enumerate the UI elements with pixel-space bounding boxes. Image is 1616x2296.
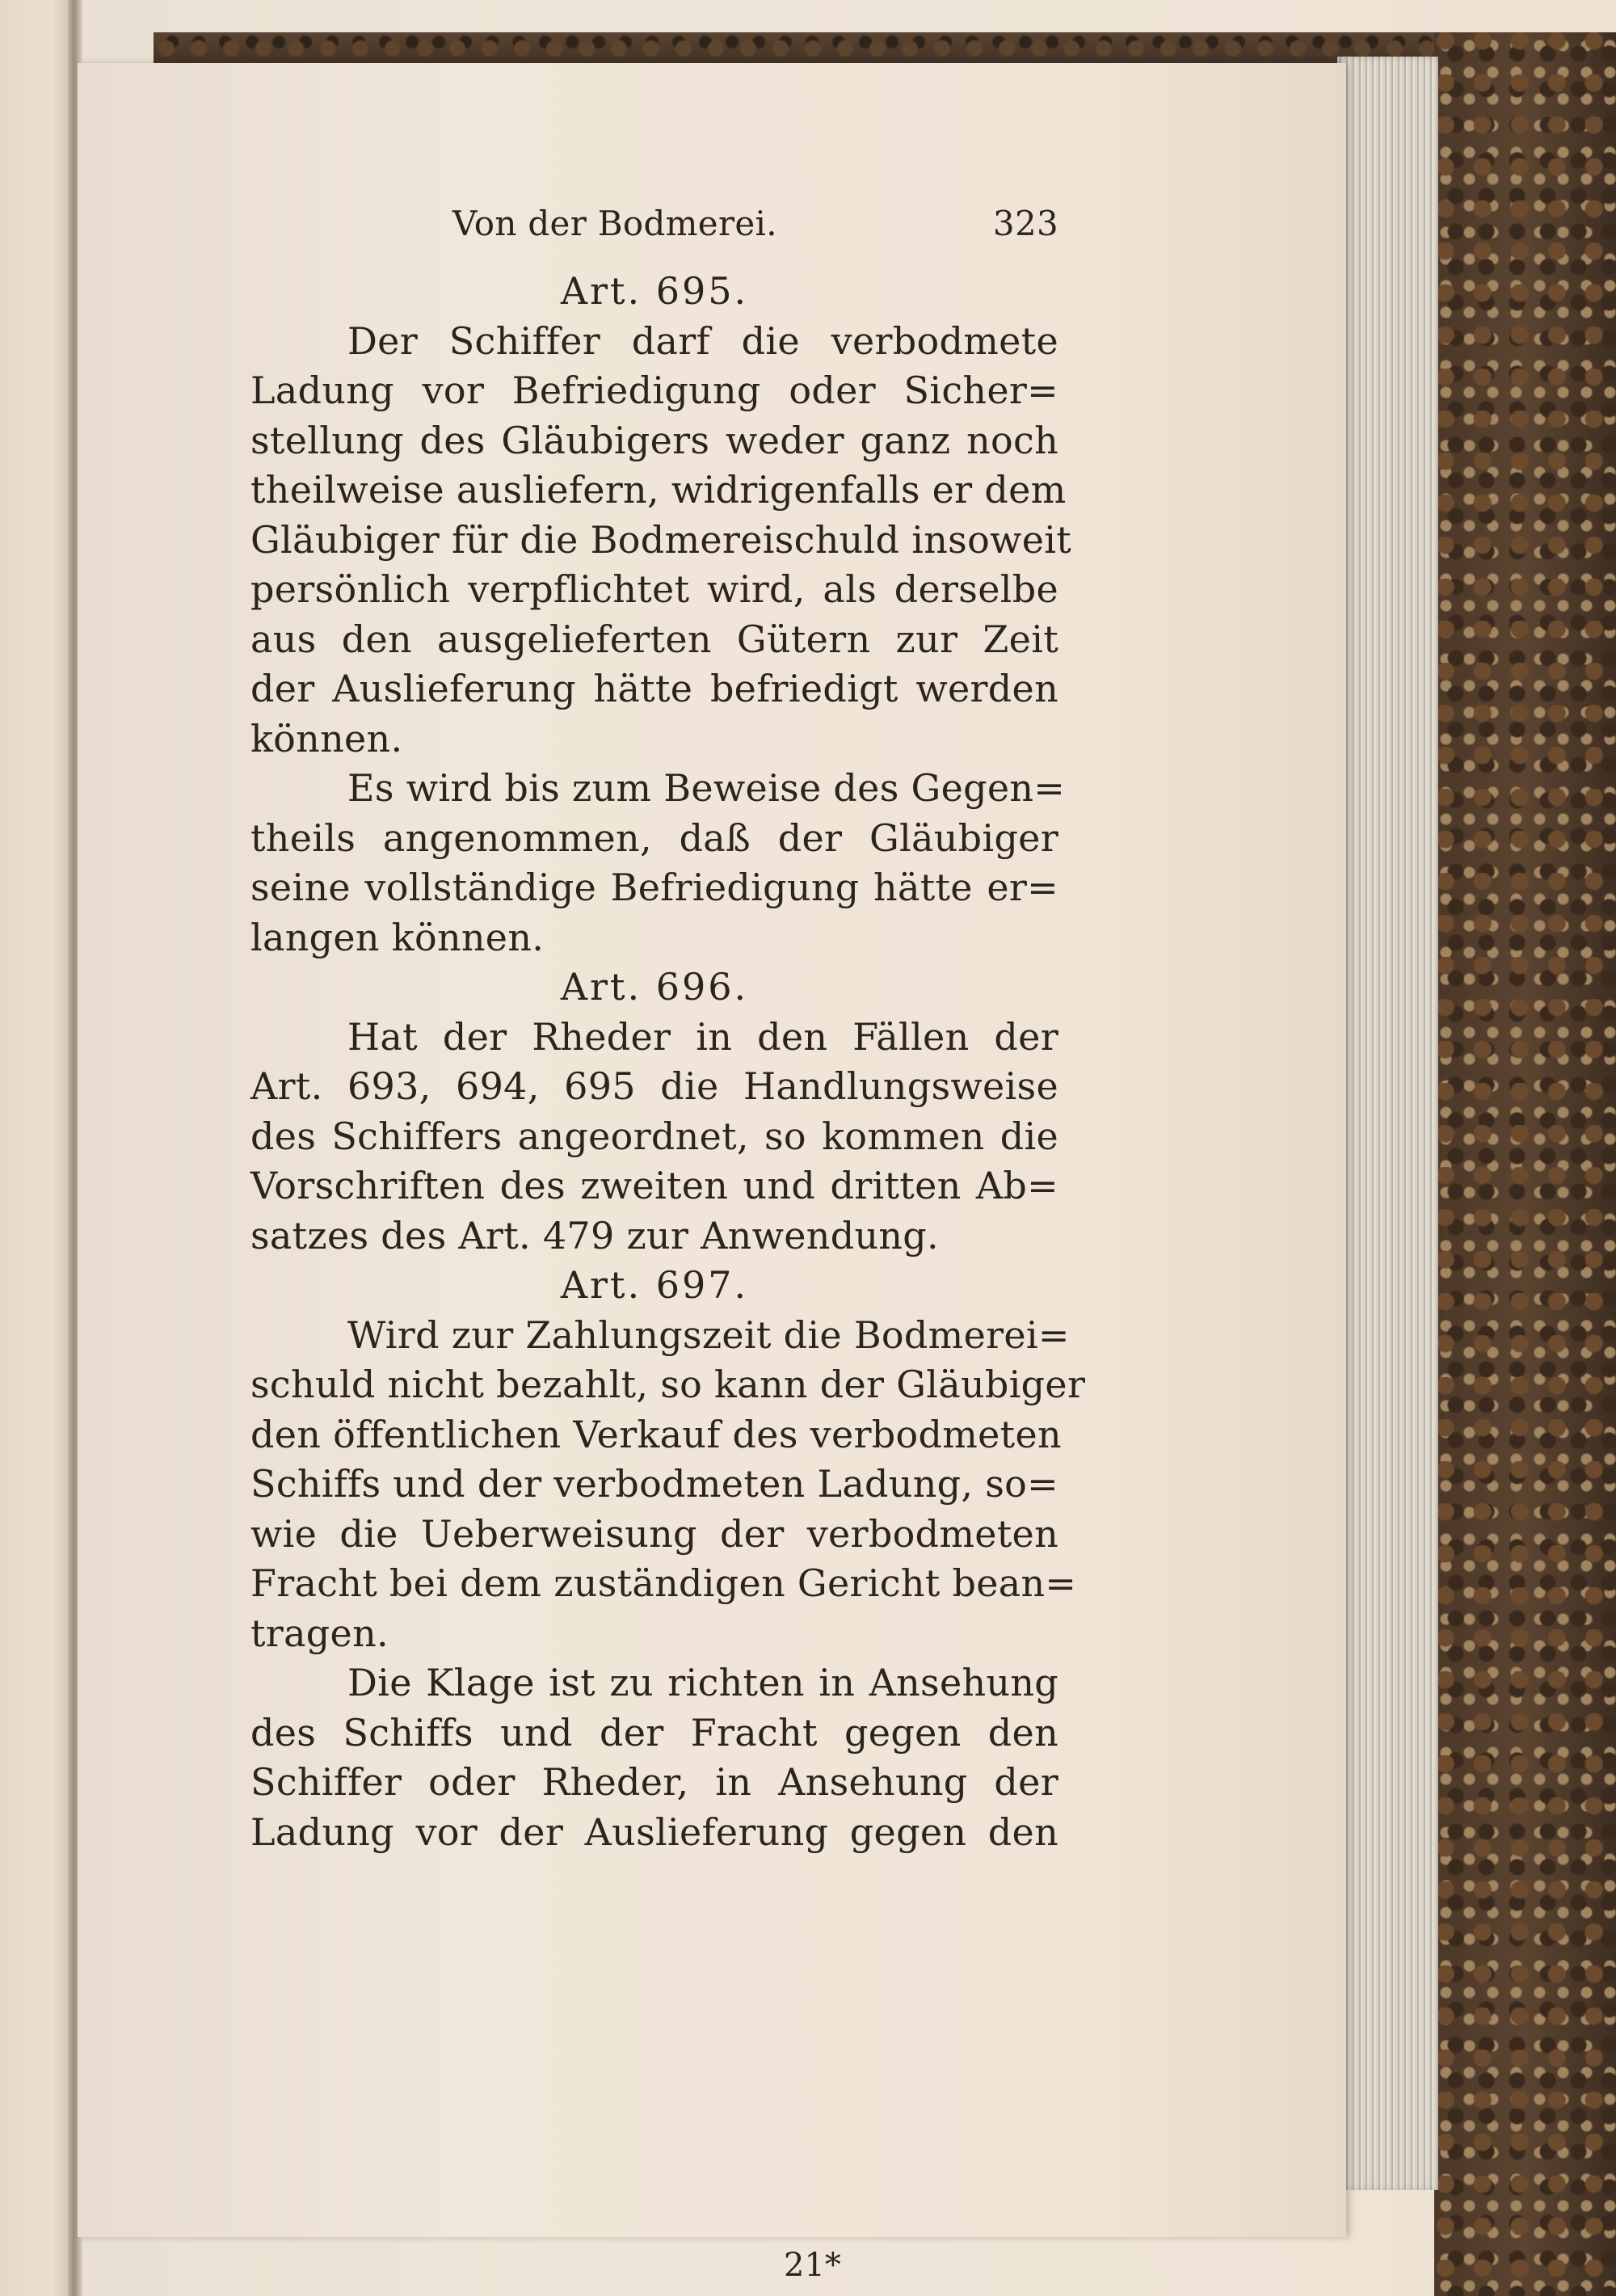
text-line: Gläubiger für die Bodmereischuld insoweit	[250, 517, 1072, 562]
text-line: Ladung vor Befriedigung oder Sicher=	[250, 369, 1058, 412]
text-line: der Auslieferung hätte befriedigt werden	[250, 667, 1058, 710]
text-line: seine vollständige Befriedigung hätte er=	[250, 866, 1058, 909]
text-block	[250, 199, 1086, 1857]
text-line: theils angenommen, daß der Gläubiger	[250, 815, 1058, 860]
text-line: wie die Ueberweisung der verbodmeten	[250, 1511, 1058, 1556]
text-line: Schiffer oder Rheder, in Ansehung der	[250, 1760, 1058, 1804]
text-line: tragen.	[250, 1611, 389, 1655]
signature-mark: 21*	[784, 2247, 841, 2284]
article-heading: Art. 696.	[560, 965, 749, 1009]
marbled-cover-edge	[1434, 32, 1616, 2296]
text-line: können.	[250, 716, 403, 760]
text-line: Die Klage ist zu richten in Ansehung	[347, 1661, 1058, 1704]
paragraph	[250, 764, 1066, 963]
text-line: Es wird bis zum Beweise des Gegen=	[347, 766, 1066, 810]
paragraph	[250, 1311, 1086, 1659]
text-line: Fracht bei dem zuständigen Gericht bean=	[250, 1561, 1077, 1605]
text-line: Ladung vor der Auslieferung gegen den	[250, 1809, 1058, 1854]
stacked-page-edges	[1337, 57, 1438, 2190]
text-line: theilweise ausliefern, widrigenfalls er dem	[250, 468, 1067, 512]
text-line: persönlich verpflichtet wird, als derselbe	[250, 567, 1058, 611]
article-heading: Art. 697.	[560, 1263, 749, 1307]
previous-page-edge	[0, 0, 74, 2296]
text-line: des Schiffers angeordnet, so kommen die	[250, 1114, 1058, 1158]
page-number: 323	[992, 204, 1058, 243]
text-line: Der Schiffer darf die verbodmete	[347, 318, 1058, 363]
running-title: Von der Bodmerei.	[452, 204, 777, 243]
paragraph	[250, 1013, 1058, 1262]
text-line: Wird zur Zahlungszeit die Bodmerei=	[347, 1312, 1070, 1357]
text-line: aus den ausgelieferten Gütern zur Zeit	[250, 617, 1058, 661]
text-line: satzes des Art. 479 zur Anwendung.	[250, 1213, 939, 1258]
text-line: des Schiffs und der Fracht gegen den	[250, 1710, 1058, 1755]
text-line: Schiffs und der verbodmeten Ladung, so=	[250, 1462, 1058, 1506]
book-page	[78, 63, 1346, 2237]
text-line: stellung des Gläubigers weder ganz noch	[250, 418, 1058, 462]
text-line: Art. 693, 694, 695 die Handlungsweise	[250, 1064, 1058, 1108]
text-line: langen können.	[250, 915, 545, 959]
running-head	[250, 199, 1058, 267]
article-heading: Art. 695.	[560, 269, 749, 313]
text-line: Hat der Rheder in den Fällen der	[347, 1014, 1058, 1059]
paragraph	[250, 317, 1072, 765]
text-line: Vorschriften des zweiten und dritten Ab=	[250, 1164, 1058, 1207]
text-line: schuld nicht bezahlt, so kann der Gläubiger	[250, 1363, 1086, 1406]
text-line: den öffentlichen Verkauf des verbodmeten	[250, 1412, 1062, 1456]
marbled-cover-top	[154, 32, 1495, 65]
paragraph	[250, 1658, 1058, 1857]
